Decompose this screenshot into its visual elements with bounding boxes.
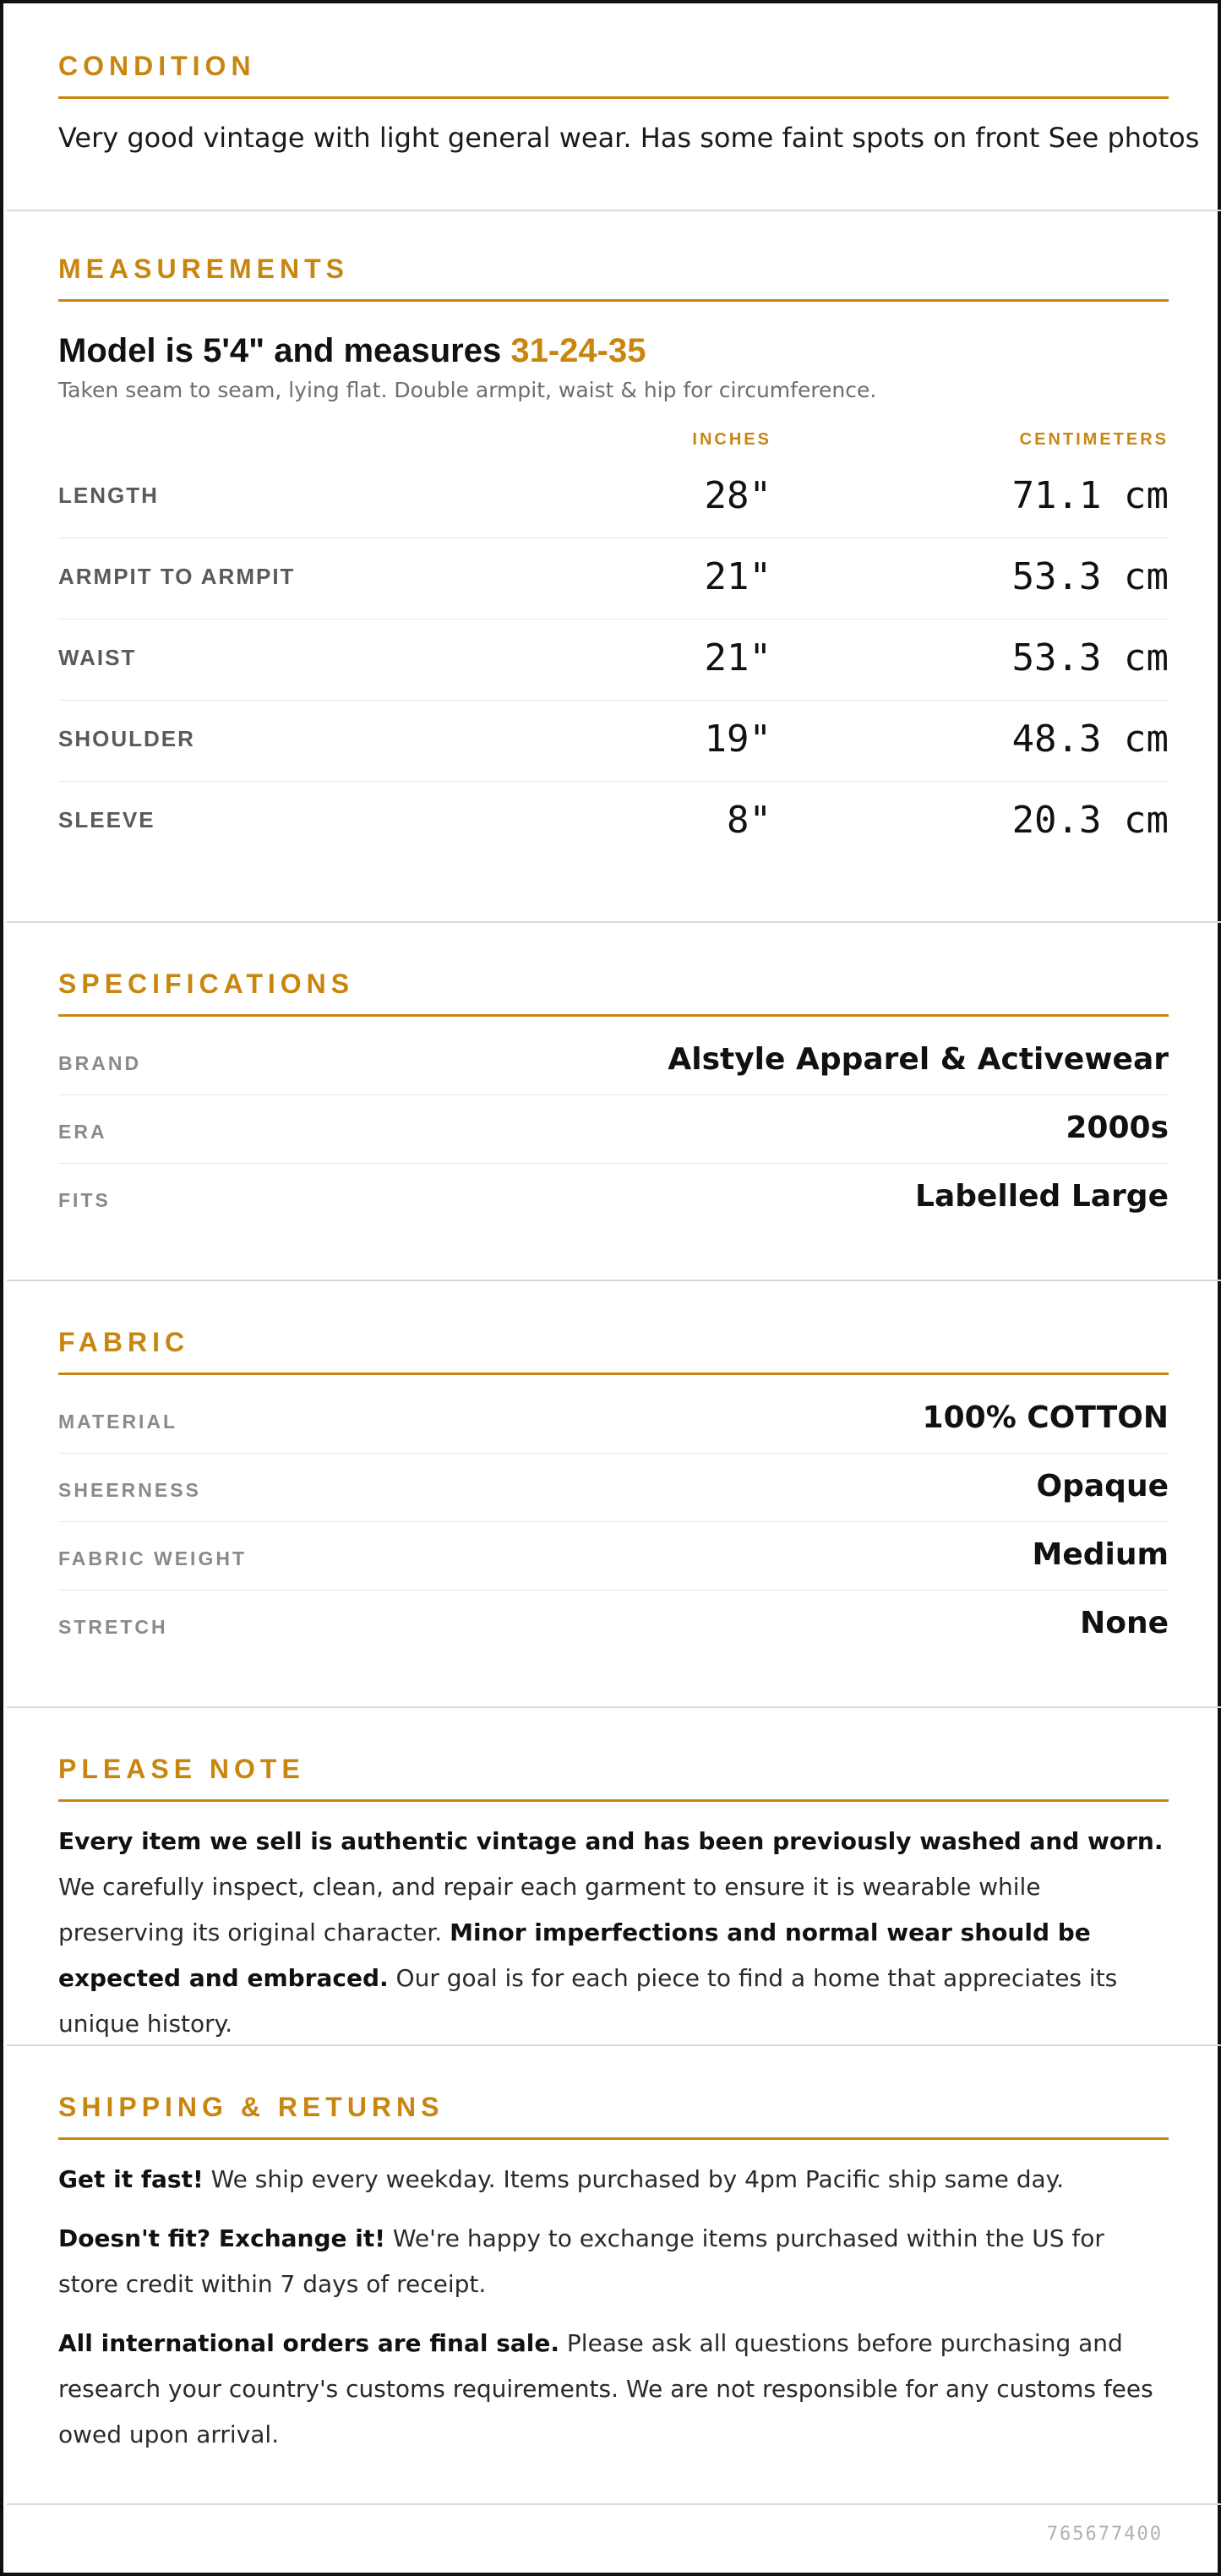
shipping-rule bbox=[58, 2137, 1169, 2140]
measurement-cm: 48.3 cm bbox=[1011, 718, 1169, 761]
product-serial: 765677400 bbox=[1046, 2524, 1163, 2545]
spec-row bbox=[58, 1027, 1169, 1095]
model-measures: 31-24-35 bbox=[510, 332, 646, 369]
spec-label: BRAND bbox=[58, 1052, 142, 1074]
condition-text: Very good vintage with light general wear. Has some faint spots on front See photos bbox=[58, 122, 1200, 154]
measurement-label: ARMPIT TO ARMPIT bbox=[58, 564, 296, 589]
fabric-value: None bbox=[1080, 1606, 1169, 1640]
measurement-inches: 28" bbox=[704, 474, 771, 517]
please-note-text bbox=[58, 1819, 1169, 2047]
measurement-label: WAIST bbox=[58, 645, 137, 670]
measurement-inches: 19" bbox=[704, 718, 771, 761]
col-inches-header: INCHES bbox=[692, 430, 771, 449]
spec-value: Labelled Large bbox=[915, 1179, 1169, 1214]
fabric-row bbox=[58, 1385, 1169, 1454]
fabric-row bbox=[58, 1522, 1169, 1591]
please-note-rule bbox=[58, 1799, 1169, 1802]
measurement-inches: 21" bbox=[704, 555, 771, 598]
fabric-label: MATERIAL bbox=[58, 1411, 178, 1433]
model-line bbox=[58, 330, 1169, 371]
note-text-2: Our goal is for each piece to find a home that appreciates its unique history. bbox=[58, 1964, 1118, 2038]
note-bold-1: Every item we sell is authentic vintage and has been previously washed and worn. bbox=[58, 1827, 1164, 1855]
shipping-text-1: We ship every weekday. Items purchased by 4pm Pacific ship same day. bbox=[203, 2165, 1065, 2193]
measurements-rule bbox=[58, 299, 1169, 302]
measurements-section bbox=[7, 211, 1221, 923]
shipping-section bbox=[7, 2046, 1221, 2505]
measurements-header bbox=[58, 423, 1169, 457]
measurement-label: SHOULDER bbox=[58, 726, 195, 751]
measurement-cm: 53.3 cm bbox=[1011, 555, 1169, 598]
measurement-label: SLEEVE bbox=[58, 807, 155, 832]
spec-value: Alstyle Apparel & Activewear bbox=[668, 1042, 1169, 1077]
fabric-label: STRETCH bbox=[58, 1616, 168, 1638]
measurement-row bbox=[58, 619, 1169, 701]
fabric-row bbox=[58, 1454, 1169, 1522]
measurements-subtitle: Taken seam to seam, lying flat. Double armpit, waist & hip for circumference. bbox=[58, 378, 877, 402]
note-bold-2: Minor imperfections and normal wear should be expected and embraced. bbox=[58, 1918, 1091, 1992]
shipping-title: SHIPPING & RETURNS bbox=[58, 2092, 444, 2122]
measurement-inches: 21" bbox=[704, 636, 771, 679]
shipping-bold-2: Doesn't fit? Exchange it! bbox=[58, 2224, 385, 2252]
condition-rule bbox=[58, 96, 1169, 99]
measurement-inches: 8" bbox=[727, 799, 771, 842]
model-prefix: Model is 5'4" and measures bbox=[58, 332, 511, 369]
measurement-cm: 20.3 cm bbox=[1011, 799, 1169, 842]
measurements-title: MEASUREMENTS bbox=[58, 254, 350, 284]
shipping-paragraph-1 bbox=[58, 2157, 1169, 2202]
condition-title: CONDITION bbox=[58, 51, 256, 81]
measurement-label: LENGTH bbox=[58, 483, 159, 508]
please-note-title: PLEASE NOTE bbox=[58, 1754, 305, 1784]
measurement-row bbox=[58, 538, 1169, 619]
spec-row bbox=[58, 1164, 1169, 1232]
fabric-label: SHEERNESS bbox=[58, 1479, 201, 1501]
shipping-paragraph-2 bbox=[58, 2216, 1169, 2307]
fabric-title: FABRIC bbox=[58, 1327, 190, 1357]
shipping-bold-1: Get it fast! bbox=[58, 2165, 204, 2193]
spec-value: 2000s bbox=[1066, 1111, 1169, 1145]
specifications-section bbox=[7, 923, 1221, 1281]
fabric-value: Opaque bbox=[1036, 1469, 1169, 1504]
spec-label: ERA bbox=[58, 1121, 107, 1143]
shipping-text-3: Please ask all questions before purchasing and research your country's customs requirements. We are not responsible for any customs fees owed upon arrival. bbox=[58, 2329, 1153, 2448]
fabric-row bbox=[58, 1591, 1169, 1659]
specifications-title: SPECIFICATIONS bbox=[58, 969, 355, 999]
measurement-cm: 71.1 cm bbox=[1011, 474, 1169, 517]
shipping-text-2: We're happy to exchange items purchased within the US for store credit within 7 days of receipt. bbox=[58, 2224, 1104, 2298]
shipping-bold-3: All international orders are final sale. bbox=[58, 2329, 560, 2357]
spec-row bbox=[58, 1095, 1169, 1164]
measurement-row bbox=[58, 701, 1169, 782]
fabric-value: Medium bbox=[1032, 1537, 1169, 1572]
col-cm-header: CENTIMETERS bbox=[1019, 430, 1169, 449]
fabric-section bbox=[7, 1281, 1221, 1708]
shipping-paragraph-3 bbox=[58, 2321, 1169, 2458]
measurement-row bbox=[58, 782, 1169, 863]
condition-section bbox=[7, 3, 1221, 211]
fabric-value: 100% COTTON bbox=[922, 1400, 1169, 1435]
measurement-row bbox=[58, 457, 1169, 538]
please-note-section bbox=[7, 1708, 1221, 2046]
note-text-1: We carefully inspect, clean, and repair each garment to ensure it is wearable while preserving its original character. bbox=[58, 1873, 1041, 1946]
fabric-label: FABRIC WEIGHT bbox=[58, 1547, 247, 1569]
measurement-cm: 53.3 cm bbox=[1011, 636, 1169, 679]
spec-label: FITS bbox=[58, 1189, 111, 1211]
